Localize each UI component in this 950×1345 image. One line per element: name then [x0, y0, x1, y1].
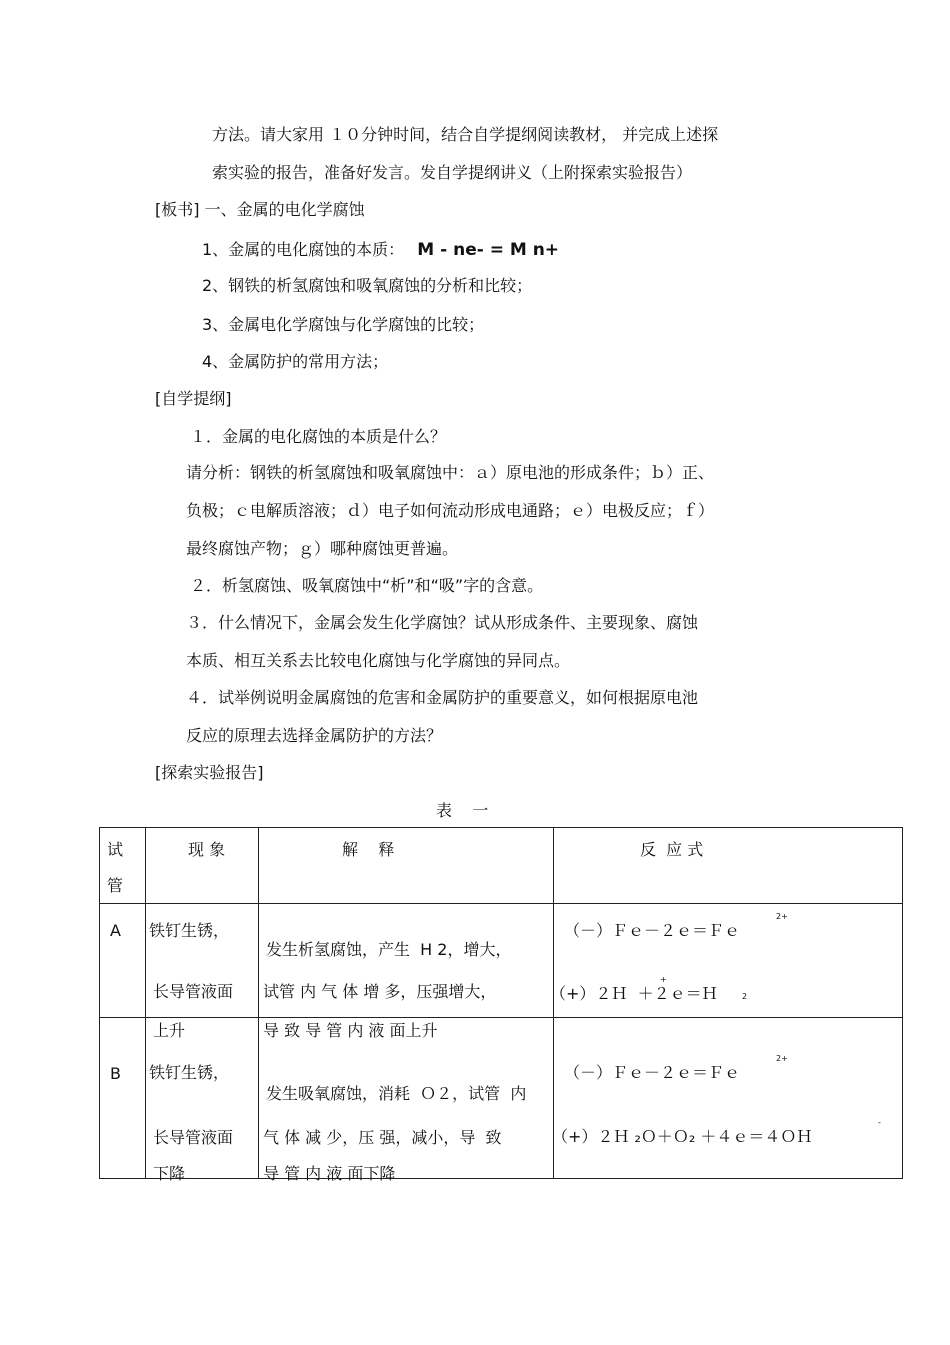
- experiment-table: [99, 827, 903, 1183]
- board-item-3: 3、金属电化学腐蚀与化学腐蚀的比较；: [202, 315, 485, 334]
- row-a-expl-line-3: 导 致 导 管 内 液 面上升: [263, 1021, 438, 1040]
- header-phenomenon-label: 现 象: [188, 840, 226, 859]
- table-row: [100, 904, 903, 1018]
- board-item-2: 2、钢铁的析氢腐蚀和吸氧腐蚀的分析和比较；: [202, 276, 533, 295]
- row-a-explanation: [259, 904, 554, 1018]
- row-a-cathode-charge: +: [660, 975, 667, 984]
- table-title: 表 一: [436, 801, 489, 820]
- header-tube: [100, 828, 146, 904]
- outline-q3-line-1: ３．什么情况下，金属会发生化学腐蚀？试从形成条件、主要现象、腐蚀: [186, 613, 699, 632]
- row-b-expl-line-1: 发生吸氧腐蚀，消耗 Ｏ２，试管 内: [266, 1084, 527, 1103]
- row-a-phen-line-2: 长导管液面: [153, 982, 234, 1001]
- row-a-anode-charge: 2+: [776, 912, 788, 921]
- row-a-tube-label: A: [110, 921, 121, 940]
- row-b-reaction: [554, 1018, 903, 1179]
- row-b-reaction-anode: （－）Ｆｅ－２ｅ＝Ｆｅ: [564, 1063, 741, 1082]
- row-b-expl-line-2: 气 体 减 少，压 强，减小，导 致: [263, 1128, 502, 1147]
- outline-analysis-line-3: 最终腐蚀产物；ｇ）哪种腐蚀更普遍。: [186, 539, 459, 558]
- header-phenomenon: [146, 828, 259, 904]
- outline-heading: [自学提纲]: [155, 389, 232, 408]
- row-b-phen-line-1: 铁钉生锈，: [149, 1063, 230, 1082]
- board-heading: [板书] 一、金属的电化学腐蚀: [155, 200, 365, 219]
- row-b-anode-charge: 2+: [776, 1054, 788, 1063]
- row-b-tube-label: B: [110, 1064, 121, 1083]
- header-reaction: [554, 828, 903, 904]
- header-tube-char-1: 试: [107, 840, 124, 859]
- row-b-phen-line-3: 下降: [153, 1164, 186, 1183]
- header-reaction-label: 反 应 式: [640, 840, 704, 859]
- board-item-1-label: 1、金属的电化腐蚀的本质：: [202, 240, 405, 259]
- row-a-reaction: [550, 904, 903, 1018]
- outline-q1: １．金属的电化腐蚀的本质是什么？: [190, 427, 447, 446]
- table-header-row: [100, 828, 903, 904]
- row-a-tube: [100, 904, 146, 1018]
- row-b-phenomenon: [146, 1018, 259, 1183]
- row-a-expl-line-2: 试管 内 气 体 增 多，压强增大，: [263, 982, 497, 1001]
- table-row: [100, 1018, 903, 1179]
- row-a-reaction-anode: （－）Ｆｅ－２ｅ＝Ｆｅ: [564, 921, 741, 940]
- row-b-expl-line-3: 导 管 内 液 面下降: [263, 1164, 396, 1183]
- header-explanation: [259, 828, 554, 904]
- row-a-reaction-cathode: （+）２Ｈ ＋２ｅ＝Ｈ: [550, 984, 718, 1003]
- outline-q2: ２．析氢腐蚀、吸氧腐蚀中“析”和“吸”字的含意。: [190, 576, 544, 595]
- row-a-expl-line-1: 发生析氢腐蚀，产生 H 2，增大，: [266, 940, 512, 959]
- row-b-cathode-charge: -: [878, 1118, 881, 1127]
- outline-q3-line-2: 本质、相互关系去比较电化腐蚀与化学腐蚀的异同点。: [186, 651, 571, 670]
- row-b-phen-line-2: 长导管液面: [153, 1128, 234, 1147]
- outline-analysis-line-2: 负极；ｃ电解质溶液；ｄ）电子如何流动形成电通路；ｅ）电极反应；ｆ）: [186, 501, 715, 520]
- board-item-4: 4、金属防护的常用方法；: [202, 352, 389, 371]
- row-a-cathode-subscript: 2: [742, 992, 748, 1001]
- row-a-phen-line-3: 上升: [153, 1021, 186, 1040]
- header-explanation-label: 解 释: [342, 840, 395, 859]
- report-heading: [探索实验报告]: [155, 763, 264, 782]
- row-b-reaction-cathode: （+）２Ｈ ₂Ｏ＋Ｏ₂ ＋４ｅ＝４ＯＨ: [552, 1127, 813, 1146]
- row-a-phenomenon: [146, 904, 259, 1018]
- outline-q4-line-2: 反应的原理去选择金属防护的方法？: [186, 726, 443, 745]
- row-b-tube: [100, 1018, 146, 1179]
- intro-line-2: 索实验的报告，准备好发言。发自学提纲讲义（上附探索实验报告）: [212, 163, 693, 182]
- row-a-phen-line-1: 铁钉生锈，: [149, 921, 230, 940]
- intro-line-1: 方法。请大家用 １０分钟时间，结合自学提纲阅读教材， 并完成上述探: [212, 125, 719, 144]
- row-b-explanation: [259, 1018, 554, 1183]
- corrosion-formula: M - ne- = M n+: [417, 240, 560, 260]
- outline-analysis-line-1: 请分析：钢铁的析氢腐蚀和吸氧腐蚀中：ａ）原电池的形成条件；ｂ）正、: [186, 463, 715, 482]
- outline-q4-line-1: ４．试举例说明金属腐蚀的危害和金属防护的重要意义，如何根据原电池: [186, 688, 699, 707]
- header-tube-char-2: 管: [107, 876, 124, 895]
- board-item-1: [202, 240, 559, 260]
